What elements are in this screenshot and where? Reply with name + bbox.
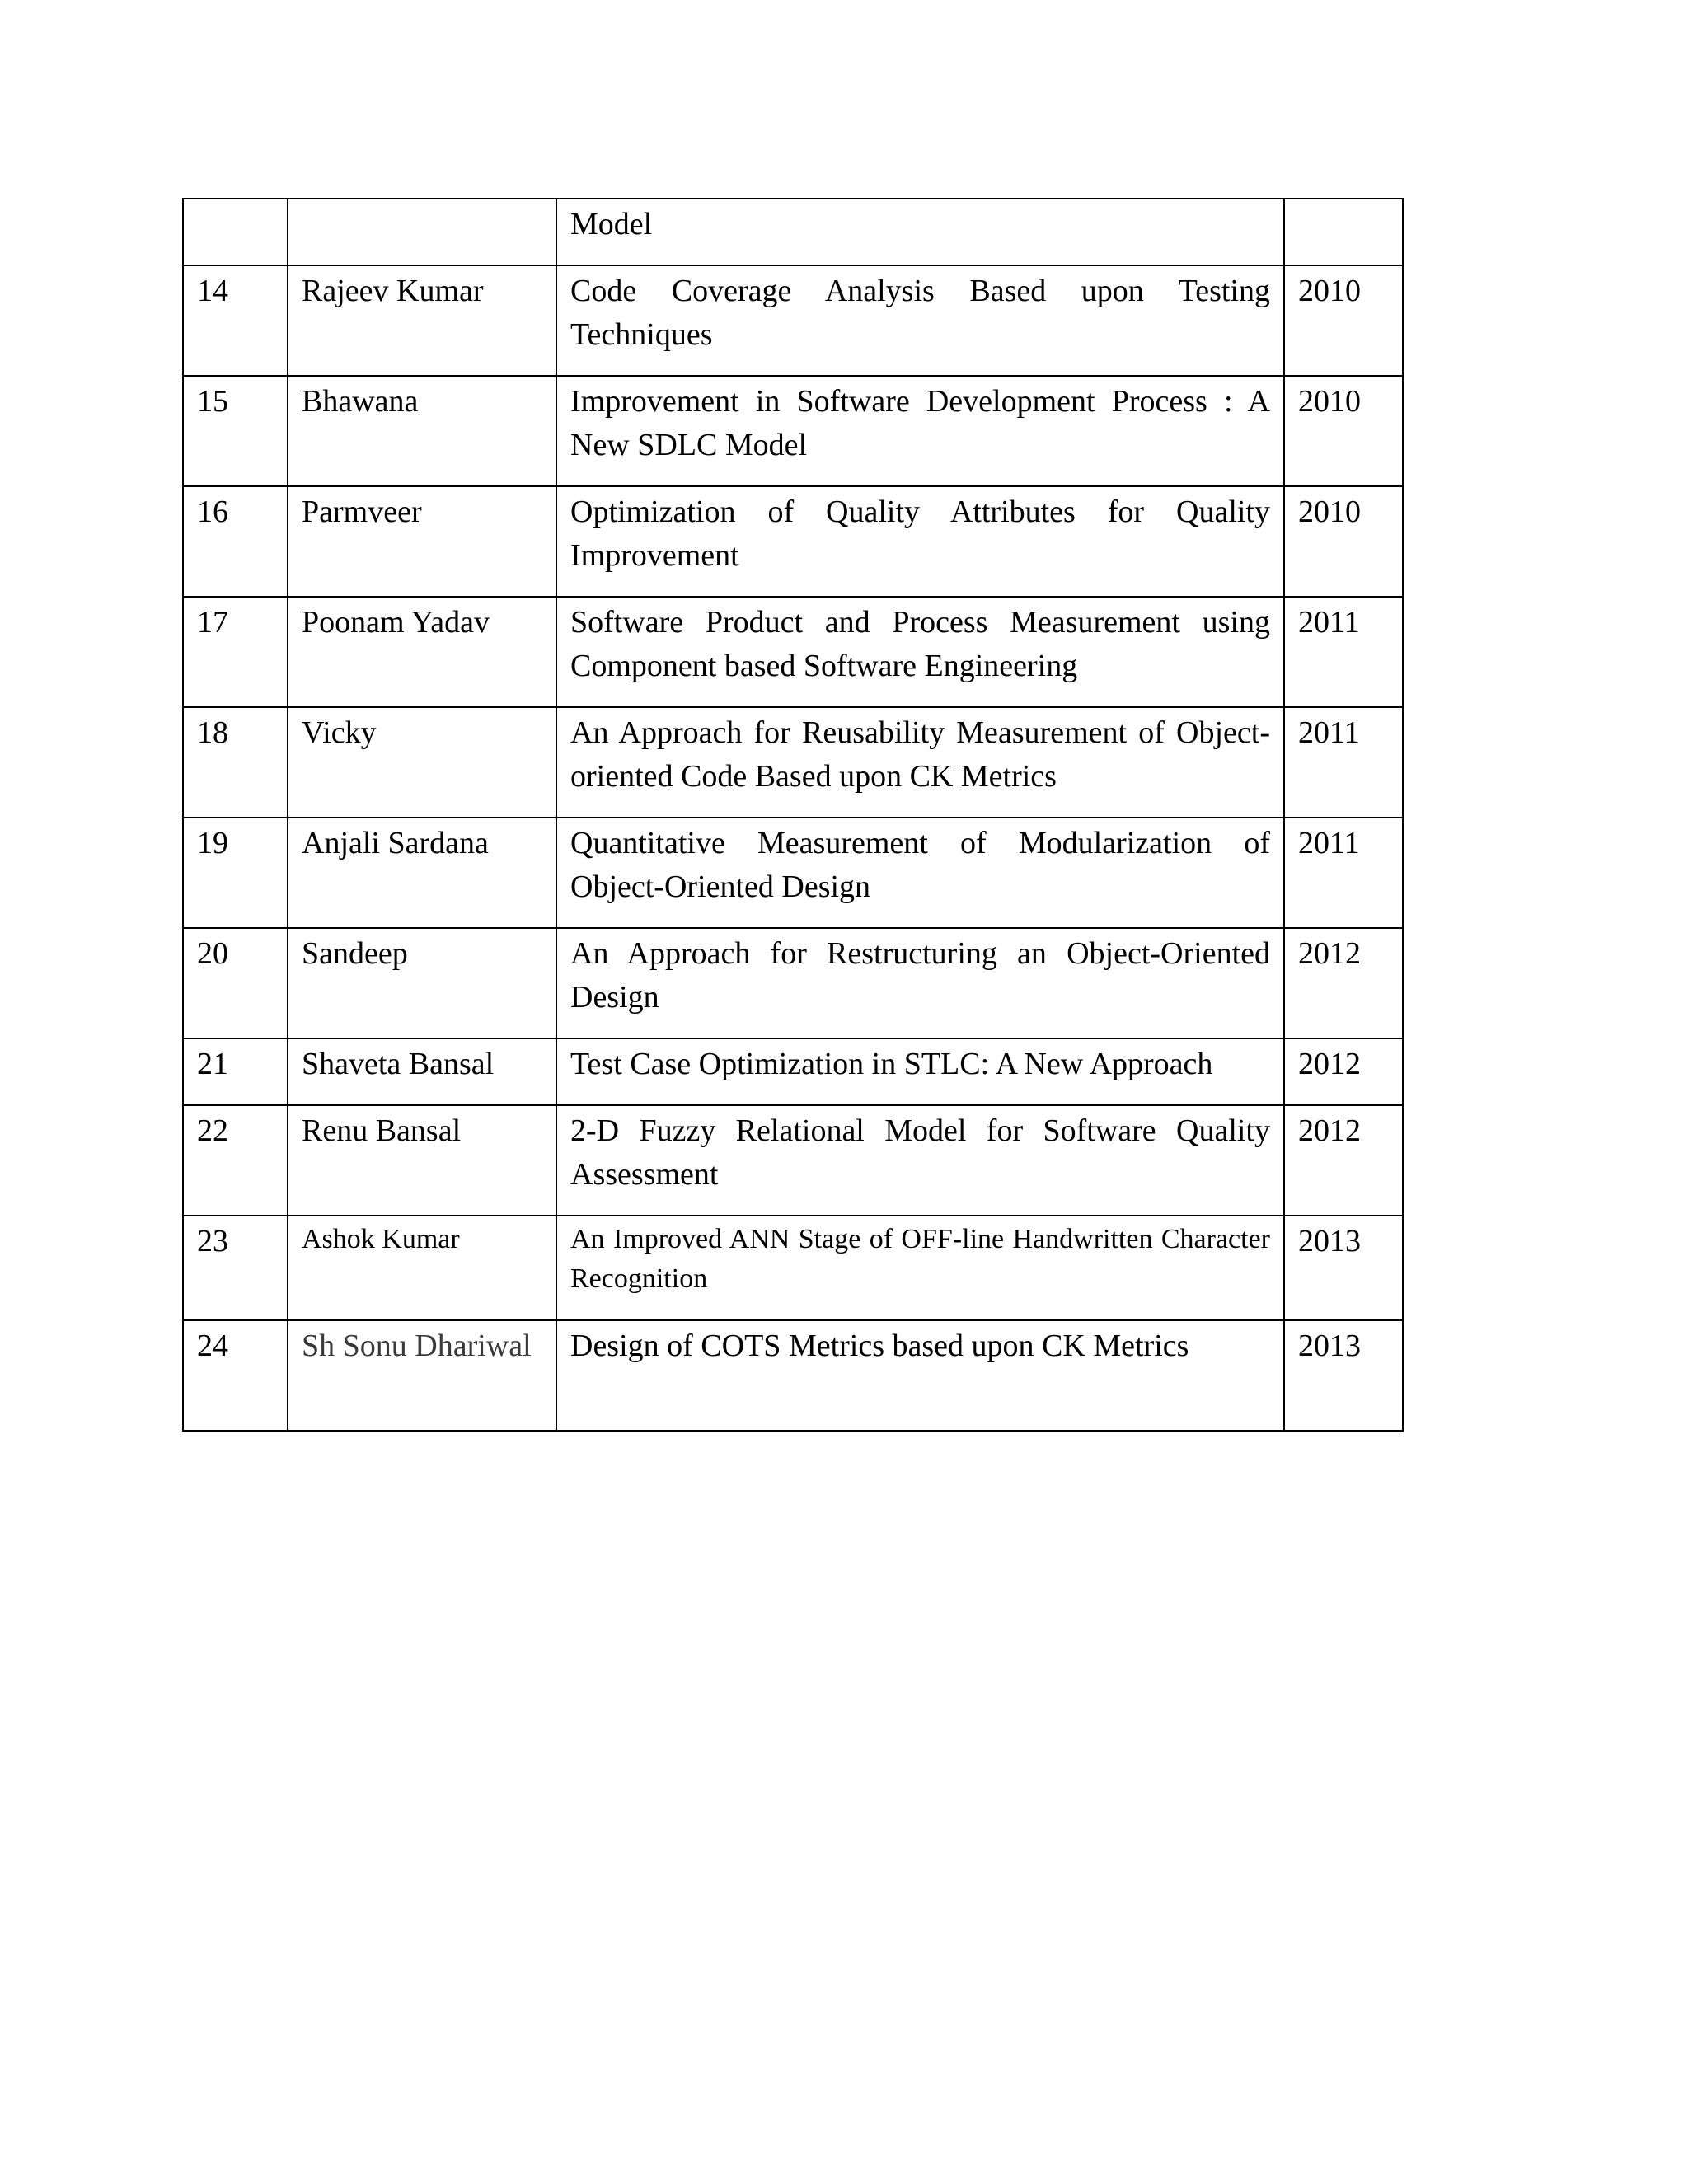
year-cell: 2010 bbox=[1284, 376, 1403, 486]
thesis-title-cell: Optimization of Quality Attributes for Quality Improvement bbox=[556, 486, 1284, 597]
serial-cell: 16 bbox=[183, 486, 288, 597]
scholar-name-cell: Anjali Sardana bbox=[288, 818, 556, 928]
table-row bbox=[183, 1038, 1403, 1105]
table-row bbox=[183, 486, 1403, 597]
serial-cell: 20 bbox=[183, 928, 288, 1038]
year-cell: 2012 bbox=[1284, 1038, 1403, 1105]
year-cell: 2012 bbox=[1284, 928, 1403, 1038]
table-row bbox=[183, 707, 1403, 818]
table-row bbox=[183, 265, 1403, 376]
thesis-title-cell: An Improved ANN Stage of OFF-line Handwritten Character Recognition bbox=[556, 1216, 1284, 1320]
serial-cell: 22 bbox=[183, 1105, 288, 1216]
table-row bbox=[183, 199, 1403, 265]
table-row bbox=[183, 597, 1403, 707]
scholar-name-cell bbox=[288, 199, 556, 265]
serial-cell: 19 bbox=[183, 818, 288, 928]
scholar-name-cell: Rajeev Kumar bbox=[288, 265, 556, 376]
table-row bbox=[183, 818, 1403, 928]
thesis-title-cell: 2-D Fuzzy Relational Model for Software Quality Assessment bbox=[556, 1105, 1284, 1216]
scholar-name-cell: Renu Bansal bbox=[288, 1105, 556, 1216]
thesis-title-cell: Quantitative Measurement of Modularization of Object-Oriented Design bbox=[556, 818, 1284, 928]
thesis-table bbox=[182, 198, 1404, 1432]
serial-cell: 15 bbox=[183, 376, 288, 486]
scholar-name-cell: Poonam Yadav bbox=[288, 597, 556, 707]
serial-cell: 17 bbox=[183, 597, 288, 707]
scholar-name-cell: Vicky bbox=[288, 707, 556, 818]
serial-cell: 14 bbox=[183, 265, 288, 376]
year-cell: 2010 bbox=[1284, 265, 1403, 376]
thesis-title-cell: Improvement in Software Development Process : A New SDLC Model bbox=[556, 376, 1284, 486]
table-row bbox=[183, 1216, 1403, 1320]
serial-cell: 18 bbox=[183, 707, 288, 818]
scholar-name-cell: Bhawana bbox=[288, 376, 556, 486]
serial-cell: 23 bbox=[183, 1216, 288, 1320]
serial-cell: 24 bbox=[183, 1320, 288, 1431]
thesis-title-cell: Model bbox=[556, 199, 1284, 265]
thesis-title-cell: Software Product and Process Measurement using Component based Software Engineering bbox=[556, 597, 1284, 707]
year-cell: 2013 bbox=[1284, 1216, 1403, 1320]
year-cell: 2011 bbox=[1284, 597, 1403, 707]
thesis-title-cell: Design of COTS Metrics based upon CK Metrics bbox=[556, 1320, 1284, 1431]
table-row bbox=[183, 1105, 1403, 1216]
year-cell: 2011 bbox=[1284, 707, 1403, 818]
scholar-name-cell: Sh Sonu Dhariwal bbox=[288, 1320, 556, 1431]
scholar-name-cell: Ashok Kumar bbox=[288, 1216, 556, 1320]
year-cell: 2011 bbox=[1284, 818, 1403, 928]
year-cell: 2013 bbox=[1284, 1320, 1403, 1431]
year-cell: 2012 bbox=[1284, 1105, 1403, 1216]
thesis-title-cell: Code Coverage Analysis Based upon Testing Techniques bbox=[556, 265, 1284, 376]
serial-cell bbox=[183, 199, 288, 265]
thesis-title-cell: An Approach for Restructuring an Object-Oriented Design bbox=[556, 928, 1284, 1038]
scholar-name-cell: Shaveta Bansal bbox=[288, 1038, 556, 1105]
serial-cell: 21 bbox=[183, 1038, 288, 1105]
thesis-title-cell: An Approach for Reusability Measurement of Object-oriented Code Based upon CK Metrics bbox=[556, 707, 1284, 818]
table-row bbox=[183, 928, 1403, 1038]
table-row bbox=[183, 376, 1403, 486]
scholar-name-cell: Sandeep bbox=[288, 928, 556, 1038]
year-cell bbox=[1284, 199, 1403, 265]
scholar-name-cell: Parmveer bbox=[288, 486, 556, 597]
year-cell: 2010 bbox=[1284, 486, 1403, 597]
table-row bbox=[183, 1320, 1403, 1431]
thesis-title-cell: Test Case Optimization in STLC: A New Approach bbox=[556, 1038, 1284, 1105]
